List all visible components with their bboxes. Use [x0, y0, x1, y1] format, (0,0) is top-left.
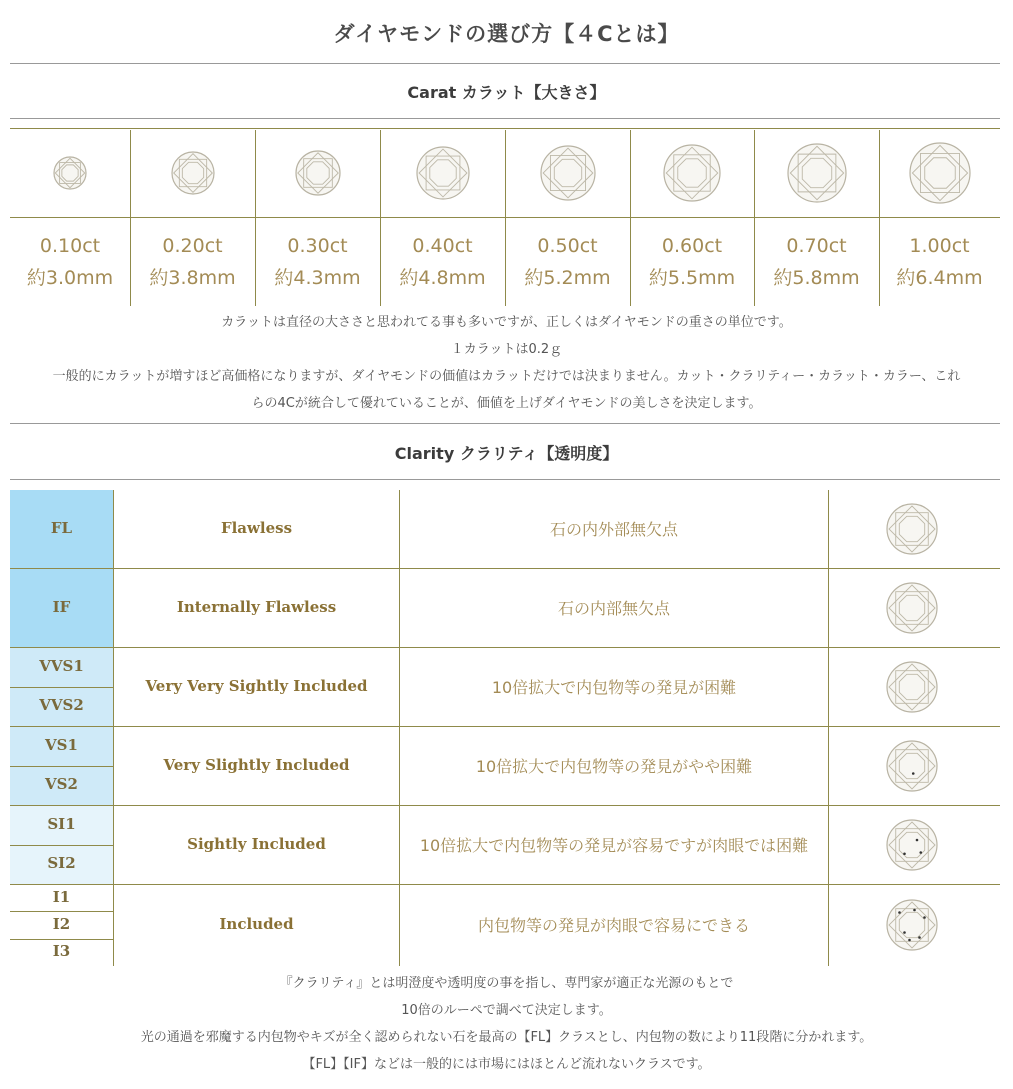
carat-size-cell [130, 230, 255, 300]
clarity-grade: IF [52, 597, 71, 616]
carat-note: カラットは直径の大ささと思われてる事も多いですが、正しくはダイヤモンドの重さの単位です。 [221, 315, 792, 330]
clarity-row-divider [10, 568, 1000, 569]
divider [10, 479, 1000, 480]
diamond-icon [885, 581, 939, 639]
carat-diameter: 約4.8mm [399, 267, 486, 289]
divider [10, 423, 1000, 424]
clarity-description: 石の内部無欠点 [557, 598, 670, 618]
clarity-description: 10倍拡大で内包物等の発見が容易ですが肉眼では困難 [419, 835, 809, 855]
diamond-icon [885, 898, 939, 956]
clarity-note: 光の通過を邪魔する内包物やキズが全く認められない石を最高の【FL】クラスとし、内包物の数により11段階に分かれます。 [140, 1030, 873, 1045]
divider [10, 118, 1000, 119]
carat-weight: 1.00ct [909, 235, 970, 257]
clarity-grade: SI1 [47, 814, 76, 833]
clarity-column-divider [399, 490, 400, 966]
clarity-heading: Clarity クラリティ【透明度】 [394, 444, 619, 463]
clarity-row-divider [10, 726, 1000, 727]
clarity-grade: VVS2 [39, 696, 84, 715]
clarity-grade: FL [50, 519, 73, 537]
diamond-icon [786, 142, 848, 208]
carat-weight: 0.30ct [287, 235, 348, 257]
carat-diameter: 約3.0mm [26, 267, 114, 289]
carat-note: １カラットは0.2ｇ [450, 342, 563, 357]
clarity-grade: SI2 [47, 854, 76, 873]
carat-size-cell [505, 230, 630, 300]
clarity-name: Internally Flawless [176, 597, 337, 616]
diamond-icon [415, 145, 471, 205]
clarity-column-divider [828, 490, 829, 966]
clarity-row-divider [10, 805, 1000, 806]
grade-divider [10, 939, 113, 940]
clarity-note: 【FL】【IF】などは一般的には市場にはほとんど流れないクラスです。 [302, 1057, 711, 1072]
carat-diameter: 約5.2mm [524, 267, 611, 289]
carat-grid-top-border [10, 128, 1000, 129]
carat-weight: 0.40ct [412, 235, 473, 257]
divider [10, 63, 1000, 64]
carat-size-cell [380, 230, 505, 300]
carat-weight: 0.50ct [537, 235, 598, 257]
clarity-grade: VVS1 [39, 656, 84, 675]
clarity-grade: I2 [52, 915, 71, 933]
clarity-grade: VS1 [45, 735, 78, 754]
diamond-icon [294, 149, 342, 201]
diamond-icon [662, 143, 722, 207]
carat-size-cell [10, 230, 130, 300]
carat-diameter: 約5.8mm [773, 267, 860, 289]
clarity-column-divider [113, 490, 114, 966]
clarity-description: 内包物等の発見が肉眼で容易にできる [477, 916, 750, 935]
clarity-grade: I3 [52, 942, 71, 961]
carat-size-cell [754, 230, 879, 300]
carat-size-cell [879, 230, 1000, 300]
clarity-description: 10倍拡大で内包物等の発見がやや困難 [475, 756, 753, 776]
diamond-icon [885, 818, 939, 876]
carat-diameter: 約4.3mm [274, 267, 361, 289]
clarity-name: Very Very Sightly Included [145, 676, 368, 695]
clarity-row-divider [10, 647, 1000, 648]
carat-heading: Carat カラット【大きさ】 [407, 83, 606, 102]
diamond-icon [52, 155, 88, 195]
clarity-name: Sightly Included [187, 834, 326, 853]
diamond-icon [170, 150, 216, 200]
diamond-icon [885, 739, 939, 797]
carat-weight: 0.20ct [162, 235, 223, 257]
grade-divider [10, 766, 113, 767]
clarity-name: Very Slightly Included [163, 755, 350, 774]
carat-note: 一般的にカラットが増すほど高価格になりますが、ダイヤモンドの価値はカラットだけでは決まりません。カット・クラリティー・カラット・カラー、これ [52, 369, 961, 384]
clarity-name: Flawless [220, 519, 293, 537]
grade-divider [10, 911, 113, 912]
grade-divider [10, 687, 113, 688]
diamond-icon [885, 502, 939, 560]
diamond-icon [908, 141, 972, 209]
carat-note: らの4Cが統合して優れていることが、価値を上げダイヤモンドの美しさを決定します。 [251, 396, 762, 411]
clarity-grade: I1 [52, 887, 71, 906]
clarity-note: 『クラリティ』とは明澄度や透明度の事を指し、専門家が適正な光源のもとで [279, 976, 734, 991]
grade-divider [10, 845, 113, 846]
page-title: ダイヤモンドの選び方【４Cとは】 [333, 22, 680, 46]
clarity-description: 10倍拡大で内包物等の発見が困難 [491, 677, 737, 697]
carat-size-cell [630, 230, 754, 300]
carat-size-cell [255, 230, 380, 300]
clarity-note: 10倍のルーペで調べて決定します。 [401, 1003, 612, 1018]
clarity-name: Included [219, 915, 294, 933]
clarity-row-divider [10, 884, 1000, 885]
carat-diameter: 約6.4mm [896, 267, 983, 289]
diamond-icon [885, 660, 939, 718]
carat-diameter: 約3.8mm [149, 267, 236, 289]
diamond-icon [539, 144, 597, 206]
carat-weight: 0.60ct [661, 235, 723, 257]
clarity-description: 石の内外部無欠点 [549, 520, 678, 539]
carat-weight: 0.70ct [786, 235, 847, 257]
clarity-grade: VS2 [45, 775, 78, 794]
carat-diameter: 約5.5mm [648, 267, 736, 289]
carat-weight: 0.10ct [39, 235, 101, 257]
